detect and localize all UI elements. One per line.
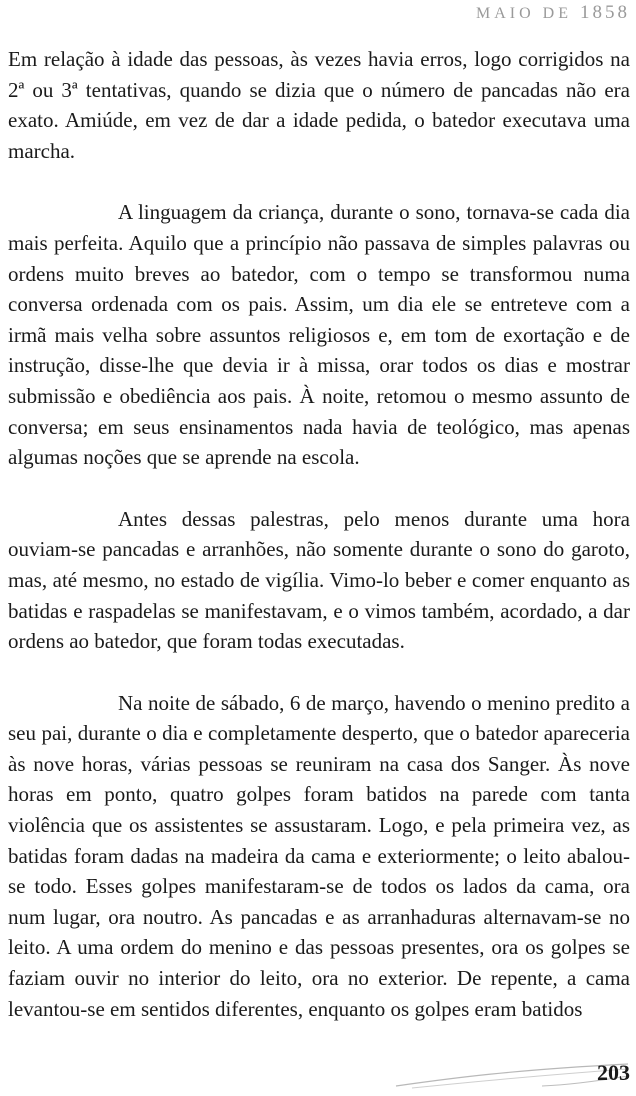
paragraph: Em relação à idade das pessoas, às vezes havia erros, logo corrigidos na 2ª ou 3ª tentativas, quando se dizia que o número de pancadas não era exato. Amiúde, em vez de dar a idade pedida, o batedor executava uma marcha. — [8, 47, 630, 163]
page-number: 203 — [597, 1060, 630, 1085]
header-month: MAIO DE — [476, 5, 572, 22]
page-footer — [392, 1056, 632, 1092]
swoosh-ornament-icon — [392, 1056, 632, 1092]
paragraph: Na noite de sábado, 6 de março, havendo o menino predito a seu pai, durante o dia e completamente desperto, que o batedor apareceria às nove horas, várias pessoas se reuniram na casa dos Sanger. Às nove horas em ponto, quatro golpes foram batidos na parede com tanta violência que os assistentes se assustaram. Logo, e pela primeira vez, as batidas foram dadas na madeira da cama e exteriormente; o leito abalou-se todo. Esses golpes manifestaram-se de todos os lados da cama, ora num lugar, ora noutro. As pancadas e as arranhaduras alternavam-se no leito. A uma ordem do menino e das pessoas presentes, ora os golpes se faziam ouvir no interior do leito, ora no exterior. De repente, a cama levantou-se em sentidos diferentes, enquanto os golpes eram batidos — [8, 690, 630, 1021]
paragraph: A linguagem da criança, durante o sono, tornava-se cada dia mais perfeita. Aquilo que a princípio não passava de simples palavras ou ordens muito breves ao batedor, com o tempo se transformou numa conversa ordenada com os pais. Assim, um dia ele se entreteve com a irmã mais velha sobre assuntos religiosos e, em tom de exortação e de instrução, disse-lhe que devia ir à missa, orar todos os dias e mostrar submissão e obediência aos pais. À noite, retomou o mesmo assunto de conversa; em seus ensinamentos nada havia de teológico, mas apenas algumas noções que se aprende na escola. — [8, 200, 630, 470]
running-header — [476, 2, 630, 24]
paragraph: Antes dessas palestras, pelo menos durante uma hora ouviam-se pancadas e arranhões, não somente durante o sono do garoto, mas, até mesmo, no estado de vigília. Vimo-lo beber e comer enquanto as batidas e raspadelas se manifestavam, e o vimos também, acordado, a dar ordens ao batedor, que foram todas executadas. — [8, 506, 630, 654]
page-body — [8, 44, 630, 1024]
header-year: 1858 — [580, 2, 630, 23]
